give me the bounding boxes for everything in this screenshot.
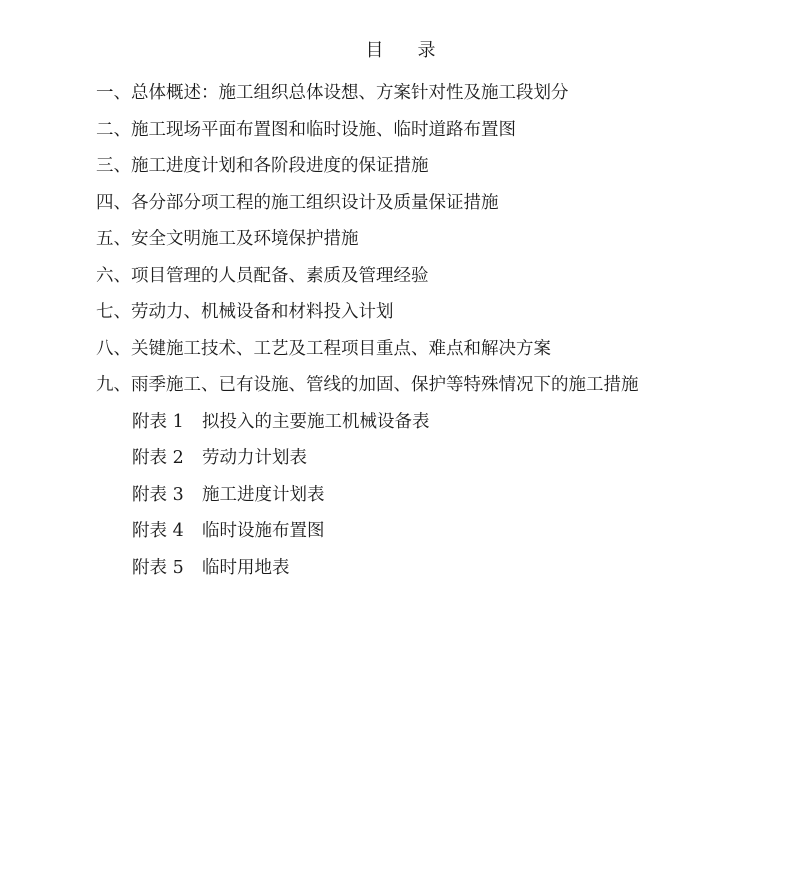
toc-appendix [96, 404, 639, 441]
toc-section: 七、劳动力、机械设备和材料投入计划 [96, 302, 394, 322]
toc-section: 五、安全文明施工及环境保护措施 [96, 229, 359, 249]
toc-section: 二、施工现场平面布置图和临时设施、临时道路布置图 [96, 119, 516, 140]
appendix-number: 附表 3 [132, 484, 184, 505]
appendix-number: 附表 5 [132, 557, 184, 578]
toc-section: 九、雨季施工、已有设施、管线的加固、保护等特殊情况下的施工措施 [96, 375, 639, 395]
appendix-name: 拟投入的主要施工机械设备表 [202, 411, 430, 432]
appendix-number: 附表 2 [132, 448, 184, 468]
toc-appendix [96, 513, 639, 550]
appendix-number: 附表 4 [132, 521, 184, 541]
toc-appendix [96, 477, 639, 514]
table-of-contents [96, 75, 639, 586]
appendix-name: 劳动力计划表 [202, 448, 307, 468]
toc-section: 六、项目管理的人员配备、素质及管理经验 [96, 265, 429, 286]
appendix-name: 临时设施布置图 [202, 521, 325, 541]
appendix-name: 施工进度计划表 [202, 484, 325, 505]
toc-section: 四、各分部分项工程的施工组织设计及质量保证措施 [96, 192, 499, 213]
appendix-number: 附表 1 [132, 411, 184, 432]
toc-section: 八、关键施工技术、工艺及工程项目重点、难点和解决方案 [96, 338, 551, 359]
appendix-name: 临时用地表 [202, 557, 290, 578]
toc-section: 三、施工进度计划和各阶段进度的保证措施 [96, 156, 429, 176]
toc-appendix [96, 550, 639, 587]
toc-appendix [96, 440, 639, 477]
toc-title: 目录 [365, 40, 470, 61]
toc-section: 一、总体概述：施工组织总体设想、方案针对性及施工段划分 [96, 83, 569, 103]
